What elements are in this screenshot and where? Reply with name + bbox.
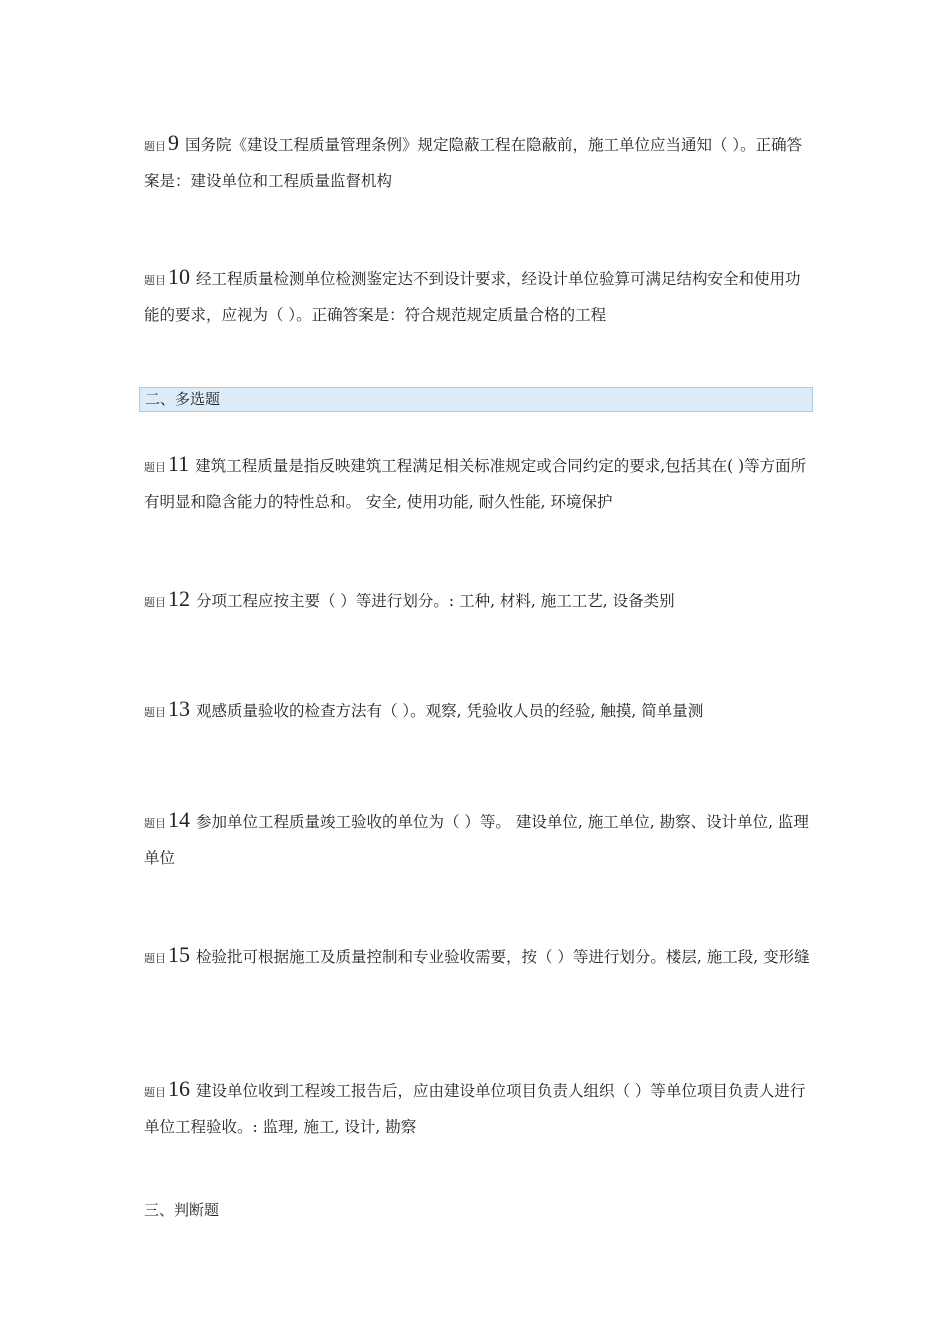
question-number: 10 bbox=[168, 264, 190, 289]
question-text: 建设单位收到工程竣工报告后，应由建设单位项目负责人组织（ ）等单位项目负责人进行单位工程验收。: 监理, 施工, 设计, 勘察 bbox=[144, 1082, 806, 1136]
question-tag: 题目 bbox=[144, 596, 166, 609]
question-11 bbox=[144, 447, 812, 519]
question-10 bbox=[144, 260, 812, 332]
question-tag: 题目 bbox=[144, 274, 166, 287]
question-text: 检验批可根据施工及质量控制和专业验收需要，按（ ）等进行划分。楼层, 施工段, 变形缝 bbox=[196, 948, 810, 966]
question-number: 15 bbox=[168, 942, 190, 967]
section-header-true-false: 三、判断题 bbox=[144, 1201, 220, 1219]
question-number: 12 bbox=[168, 586, 190, 611]
question-12 bbox=[144, 582, 812, 620]
question-number: 13 bbox=[168, 696, 190, 721]
question-text: 国务院《建设工程质量管理条例》规定隐蔽工程在隐蔽前，施工单位应当通知（ ）。正确答案是：建设单位和工程质量监督机构 bbox=[144, 136, 803, 190]
question-number: 14 bbox=[168, 807, 190, 832]
question-15 bbox=[144, 938, 812, 976]
question-13 bbox=[144, 692, 812, 730]
question-number: 9 bbox=[168, 130, 179, 155]
question-tag: 题目 bbox=[144, 952, 166, 965]
question-text: 参加单位工程质量竣工验收的单位为（ ）等。 建设单位, 施工单位, 勘察、设计单位, 监理单位 bbox=[144, 813, 809, 867]
question-text: 经工程质量检测单位检测鉴定达不到设计要求，经设计单位验算可满足结构安全和使用功能的要求，应视为（ ）。正确答案是：符合规范规定质量合格的工程 bbox=[144, 270, 801, 324]
question-text: 建筑工程质量是指反映建筑工程满足相关标准规定或合同约定的要求,包括其在( )等方面所有明显和隐含能力的特性总和。 安全, 使用功能, 耐久性能, 环境保护 bbox=[144, 457, 807, 511]
question-16 bbox=[144, 1072, 812, 1144]
section-header-multiple-choice: 二、多选题 bbox=[139, 387, 813, 412]
question-tag: 题目 bbox=[144, 817, 166, 830]
question-text: 分项工程应按主要（ ）等进行划分。: 工种, 材料, 施工工艺, 设备类别 bbox=[196, 592, 675, 610]
question-tag: 题目 bbox=[144, 140, 166, 153]
question-tag: 题目 bbox=[144, 706, 166, 719]
question-9 bbox=[144, 126, 812, 198]
question-tag: 题目 bbox=[144, 461, 166, 474]
question-number: 16 bbox=[168, 1076, 190, 1101]
question-14 bbox=[144, 803, 812, 875]
question-text: 观感质量验收的检查方法有（ ）。观察, 凭验收人员的经验, 触摸, 简单量测 bbox=[196, 702, 704, 720]
question-tag: 题目 bbox=[144, 1086, 166, 1099]
question-number: 11 bbox=[168, 451, 190, 476]
